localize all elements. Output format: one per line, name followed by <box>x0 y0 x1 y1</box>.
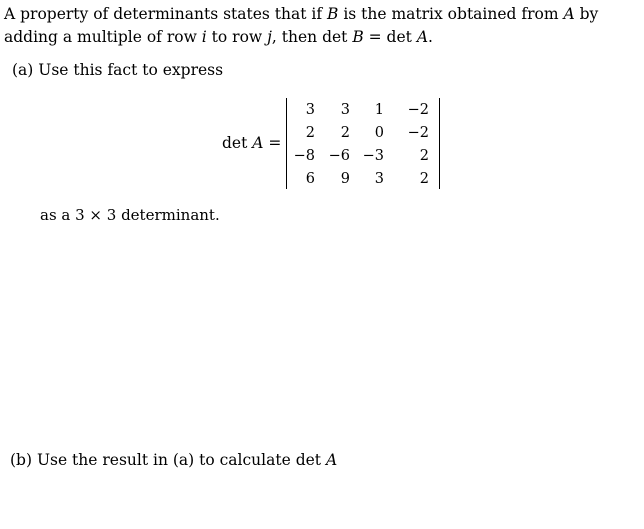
matrix-cell-r4-c3: 3 <box>374 171 384 187</box>
matrix-cell-r1-c1: 3 <box>305 102 315 118</box>
matrix-cell-r2-c3: 0 <box>374 125 384 141</box>
matrix-cell-r4-c1: 6 <box>305 171 315 187</box>
matrix-cell-r3-c1: −8 <box>293 148 315 164</box>
part-b-label: (b) Use the result in (a) to calculate det A <box>10 451 338 469</box>
matrix-cell-r3-c4: 2 <box>419 148 429 164</box>
matrix-cell-r4-c2: 9 <box>340 171 350 187</box>
matrix-cell-r1-c4: −2 <box>407 102 429 118</box>
matrix-cell-r3-c2: −6 <box>328 148 350 164</box>
determinant-matrix <box>286 98 440 189</box>
matrix-cell-r1-c2: 3 <box>340 102 350 118</box>
part-a-trailer: as a 3 × 3 determinant. <box>40 206 220 224</box>
matrix-cell-r4-c4: 2 <box>419 171 429 187</box>
matrix-cell-r1-c3: 1 <box>374 102 384 118</box>
matrix-cell-r3-c3: −3 <box>362 148 384 164</box>
determinant-label: det A = <box>222 134 282 152</box>
part-a-label: (a) Use this fact to express <box>12 61 224 79</box>
problem-statement: A property of determinants states that if B is the matrix obtained from A by adding a multiple of row i to row j, then det B = det A. <box>4 5 599 46</box>
matrix-cell-r2-c4: −2 <box>407 125 429 141</box>
matrix-cell-r2-c1: 2 <box>305 125 315 141</box>
matrix-cell-r2-c2: 2 <box>340 125 350 141</box>
